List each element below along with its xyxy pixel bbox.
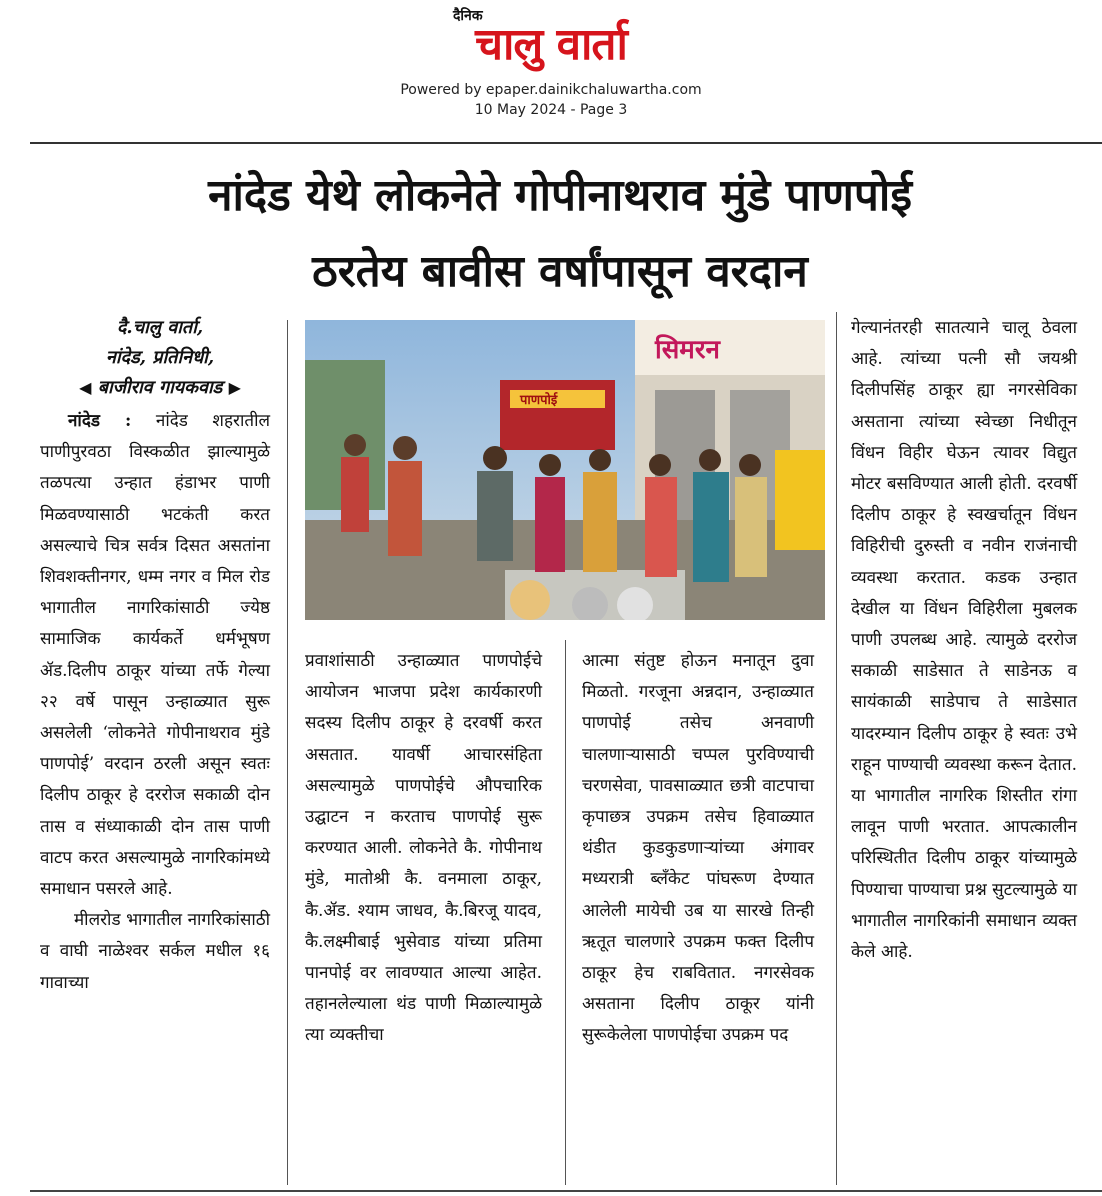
newspaper-logo: चालु वार्ता [475,19,627,70]
column-3-text: आत्मा संतुष्ट होऊन मनातून दुवा मिळतो. गरजूना अन्नदान, उन्हाळ्यात पाणपोई तसेच अनवाणी चालणाऱ्यासाठी चप्पल पुरविण्याची चरणसेवा, पावसाळ्यात छत्री वाटपाचा कृपाछत्र उपक्रम तसेच हिवाळ्यात थंडीत कुडकुडणाऱ्यांच्या अंगावर मध्यरात्री ब्लँकेट पांघरूण देण्यात आलेली मायेची उब या सारखे तिन्ही ऋतूत चालणारे उपक्रम फक्त दिलीप ठाकूर हेच राबवितात. नगरसेवक असताना दिलीप ठाकूर यांनी सुरूकेलेला पाणपोईचा उपक्रम पद [582,651,814,1046]
byline-reporter-row [40,373,280,403]
powered-by-line: Powered by epaper.dainikchaluwartha.com [400,82,702,98]
masthead [0,0,1102,130]
column-divider-1 [287,320,288,1185]
byline-publication: दै.चालु वार्ता, [116,317,204,338]
article-column-4 [851,313,1077,968]
banner-text: पाणपोई [520,393,558,408]
article-column-1 [40,406,270,999]
headline-line-2: ठरतेय बावीस वर्षांपासून वरदान [312,246,808,297]
right-triangle-icon: ▶ [228,378,241,397]
article-paragraph-2: मीलरोड भागातील नागरिकांसाठी व वाघी नाळेश्वर सर्कल मधील १६ गावाच्या [40,910,270,993]
photo-illustration [305,320,825,620]
paragraph-1-text: नांदेड शहरातील पाणीपुरवठा विस्कळीत झाल्यामुळे तळपत्या उन्हात हंडाभर पाणी मिळवण्यासाठी भटकंती करत असल्याचे चित्र सर्वत्र दिसत असतांना शिवशक्तीनगर, धम्म नगर व मिल रोड भागातील नागरिकांसाठी ज्येष्ठ सामाजिक कार्यकर्ते धर्मभूषण ॲड.दिलीप ठाकूर यांच्या तर्फे गेल्या २२ वर्षे पासून उन्हाळ्यात सुरू असलेली ‘लोकनेते गोपीनाथराव मुंडे पाणपोई’ वरदान ठरली असून स्वतः दिलीप ठाकूर हे दररोज सकाळी दोन तास व संध्याकाळी दोन तास पाणी वाटप करत असल्यामुळे नागरिकांमध्ये समाधान पसरले आहे. [40,411,270,900]
column-divider-3 [836,312,837,1185]
news-photo [305,320,825,620]
shop-sign-text: सिमरन [655,335,720,365]
article-column-3 [582,646,814,1052]
left-triangle-icon: ◀ [79,378,92,397]
column-2-text: प्रवाशांसाठी उन्हाळ्यात पाणपोईचे आयोजन भाजपा प्रदेश कार्यकारणी सदस्य दिलीप ठाकूर हे दरवर्षी करत असतात. यावर्षी आचारसंहिता असल्यामुळे पाणपोईचे औपचारिक उद्घाटन न करताच पाणपोई सुरू करण्यात आली. लोकनेते कै. गोपीनाथ मुंडे, मातोश्री कै. वनमाला ठाकूर, कै.ॲड. श्याम जाधव, कै.बिरजू यादव, कै.लक्ष्मीबाई भुसेवाड यांच्या प्रतिमा पानपोई वर लावण्यात आल्या आहेत. तहानलेल्याला थंड पाणी मिळाल्यामुळे त्या व्यक्तीचा [305,651,542,1046]
column-4-text: गेल्यानंतरही सातत्याने चालू ठेवला आहे. त्यांच्या पत्नी सौ जयश्री दिलीपसिंह ठाकूर ह्या नगरसेविका असताना त्यांच्या स्वेच्छा निधीतून विंधन विहीर घेऊन त्यावर विद्युत मोटर बसविण्यात आली होती. दरवर्षी दिलीप ठाकूर हे स्वखर्चातून विंधन विहिरीची दुरुस्ती व नवीन राजंनाची व्यवस्था करतात. कडक उन्हात देखील या विंधन विहिरीला मुबलक पाणी उपलब्ध आहे. त्यामुळे दररोज सकाळी साडेसात ते साडेनऊ व सायंकाळी साडेपाच ते साडेसात यादरम्यान दिलीप ठाकूर हे स्वतः उभे राहून पाण्याची व्यवस्था करून देतात. या भागातील नागरिक शिस्तीत रांगा लावून पाणी भरतात. आपत्कालीन परिस्थितीत दिलीप ठाकूर यांच्यामुळे पिण्याचा पाण्याचा प्रश्न सुटल्यामुळे या भागातील नागरिकांनी समाधान व्यक्त केले आहे. [851,318,1077,963]
byline [40,313,280,403]
page-date: 10 May 2024 - Page 3 [474,102,628,118]
article-headline [30,158,1090,310]
byline-reporter: बाजीराव गायकवाड [97,377,223,398]
headline-line-1: नांदेड येथे लोकनेते गोपीनाथराव मुंडे पाणपोई [208,170,912,221]
column-divider-2 [565,640,566,1185]
bottom-divider [30,1190,1102,1192]
article-paragraph-1 [40,406,270,905]
top-divider [30,142,1102,144]
article-column-2 [305,646,542,1052]
logo-prefix: दैनिक [453,8,483,24]
dateline: नांदेड : [68,411,132,431]
byline-location: नांदेड, प्रतिनिधी, [105,347,215,368]
